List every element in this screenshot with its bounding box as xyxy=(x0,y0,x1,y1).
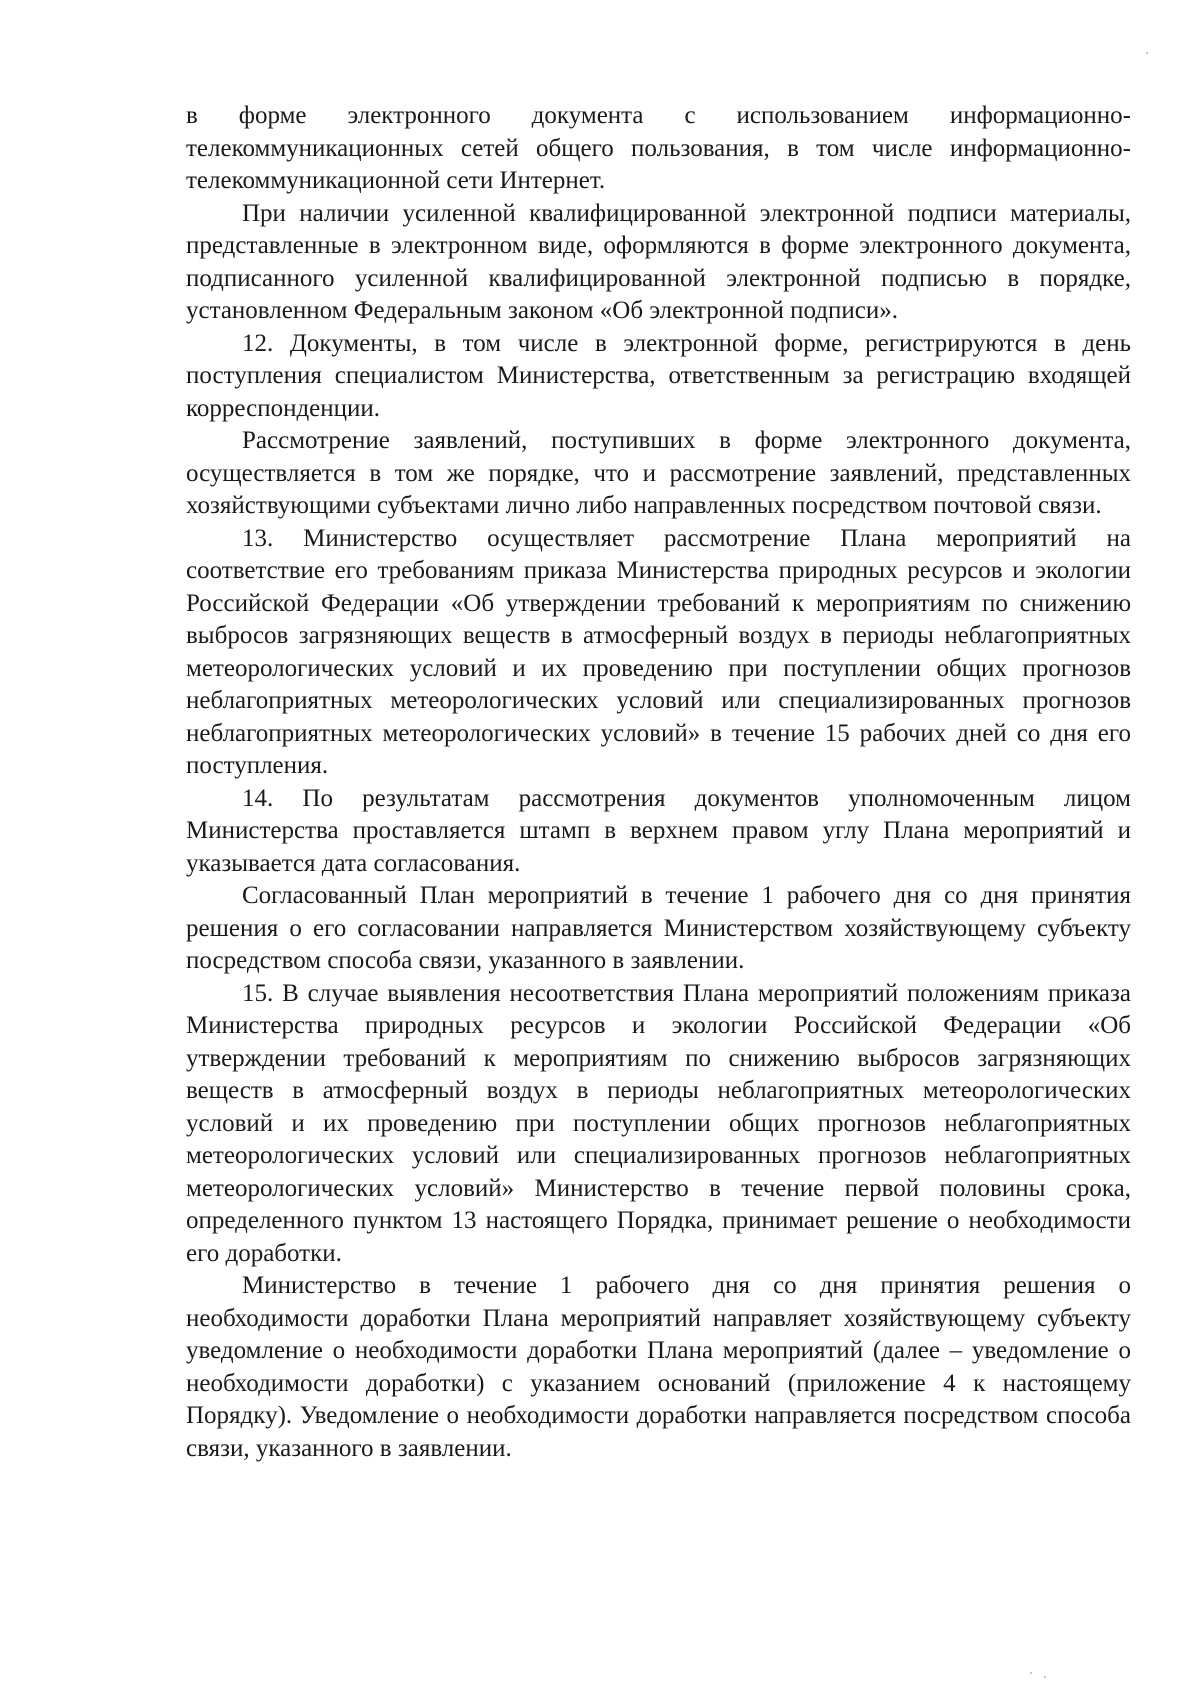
paragraph-electronic-signature: При наличии усиленной квалифицированной электронной подписи материалы, представленные в электронном виде, оформляются в форме электронного документа, подписанного усиленной квалифицированной электронной подписью в порядке, установленном Федеральным законом «Об электронной подписи». xyxy=(186,199,1131,324)
paragraph-revision-notice: Министерство в течение 1 рабочего дня со дня принятия решения о необходимости доработки Плана мероприятий направляет хозяйствующему субъекту уведомление о необходимости доработки Плана мероприятий (далее – уведомление о необходимости доработки) с указанием оснований (приложение 4 к настоящему Порядку). Уведомление о необходимости доработки направляется посредством способа связи, указанного в заявлении. xyxy=(186,1272,1131,1462)
paragraph-item-14: 14. По результатам рассмотрения документов уполномоченным лицом Министерства проставляется штамп в верхнем правом углу Плана мероприятий и указывается дата согласования. xyxy=(186,784,1131,877)
scan-speck xyxy=(1030,1672,1032,1674)
scan-speck xyxy=(1044,1676,1046,1678)
paragraph-item-13: 13. Министерство осуществляет рассмотрение Плана мероприятий на соответствие его требованиям приказа Министерства природных ресурсов и экологии Российской Федерации «Об утверждении требований к мероприятиям по снижению выбросов загрязняющих веществ в атмосферный воздух в периоды неблагоприятных метеорологических условий и их проведению при поступлении общих прогнозов неблагоприятных метеорологических условий или специализированных прогнозов неблагоприятных метеорологических условий» в течение 15 рабочих дней со дня его поступления. xyxy=(186,524,1131,779)
paragraph-continuation: в форме электронного документа с использованием информационно-телекоммуникационных сетей общего пользования, в том числе информационно-телекоммуникационной сети Интернет. xyxy=(186,102,1131,194)
paragraph-electronic-applications: Рассмотрение заявлений, поступивших в форме электронного документа, осуществляется в том же порядке, что и рассмотрение заявлений, представленных хозяйствующими субъектами лично либо направленных посредством почтовой связи. xyxy=(186,427,1131,519)
paragraph-item-15: 15. В случае выявления несоответствия Плана мероприятий положениям приказа Министерства природных ресурсов и экологии Российской Федерации «Об утверждении требований к мероприятиям по снижению выбросов загрязняющих веществ в атмосферный воздух в периоды неблагоприятных метеорологических условий и их проведению при поступлении общих прогнозов неблагоприятных метеорологических условий или специализированных прогнозов неблагоприятных метеорологических условий» Министерство в течение первой половины срока, определенного пунктом 13 настоящего Порядка, принимает решение о необходимости его доработки. xyxy=(186,979,1131,1267)
document-page xyxy=(186,100,1131,1465)
scan-speck xyxy=(1146,52,1148,54)
paragraph-approved-plan: Согласованный План мероприятий в течение 1 рабочего дня со дня принятия решения о его согласовании направляется Министерством хозяйствующему субъекту посредством способа связи, указанного в заявлении. xyxy=(186,882,1131,974)
paragraph-item-12: 12. Документы, в том числе в электронной форме, регистрируются в день поступления специалистом Министерства, ответственным за регистрацию входящей корреспонденции. xyxy=(186,329,1131,422)
